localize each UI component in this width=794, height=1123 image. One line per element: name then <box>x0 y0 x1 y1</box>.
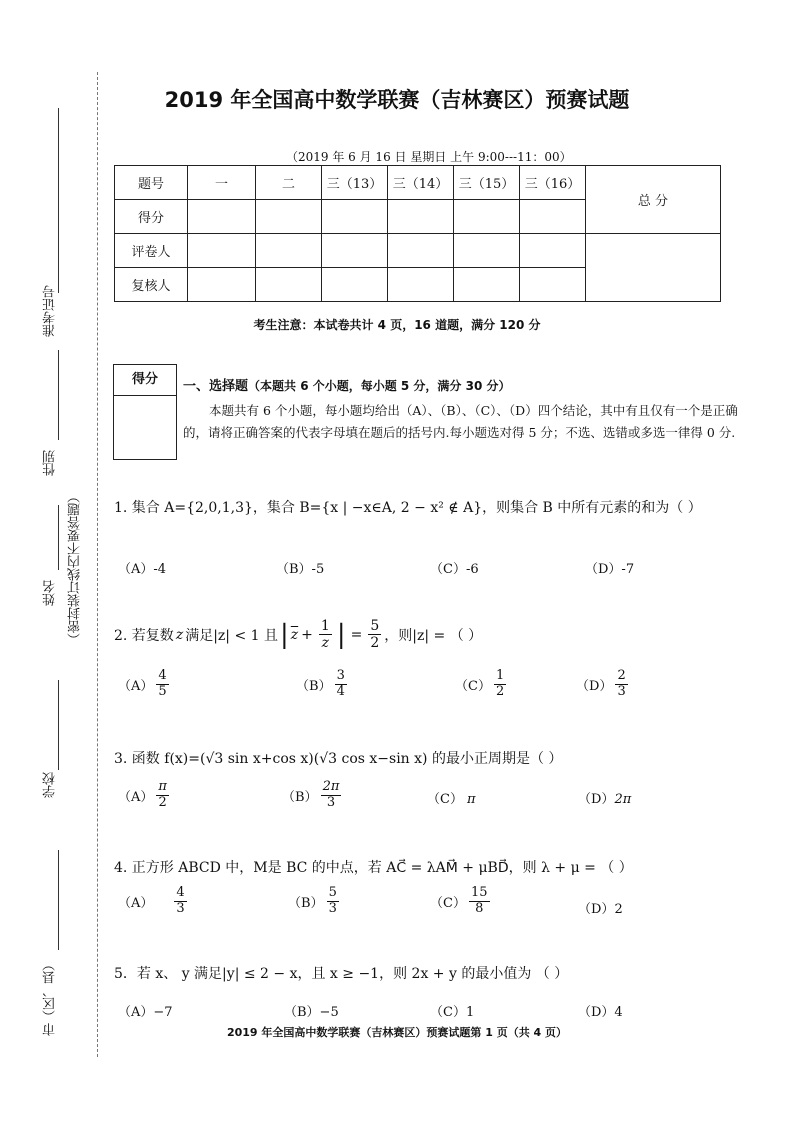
q2-option-a <box>118 669 172 700</box>
q2-d-den: 3 <box>617 683 626 699</box>
q5-option-a: （A）−7 <box>118 1005 173 1020</box>
q2-eq: = <box>350 626 363 643</box>
zhunkaozheng-line <box>58 108 59 293</box>
q3-b-fraction <box>321 780 342 811</box>
q4-b-label: （B） <box>288 895 324 911</box>
q4-c-label: （C） <box>430 895 466 911</box>
q2-option-b <box>296 669 350 700</box>
score-cell[interactable] <box>388 234 454 268</box>
q2-a-label: （A） <box>118 678 154 694</box>
q3-a-den: 2 <box>158 794 167 810</box>
q2-option-d <box>576 669 631 700</box>
q2-plus: + <box>301 626 313 643</box>
score-cell[interactable] <box>256 200 322 234</box>
score-cell[interactable] <box>454 234 520 268</box>
xingming-line <box>58 505 59 570</box>
q2-rhs-num: 5 <box>370 618 380 634</box>
q4-option-a <box>118 886 190 917</box>
q1-option-b: （B）-5 <box>276 562 325 577</box>
score-cell[interactable] <box>256 234 322 268</box>
q3-b-num: 2π <box>322 779 340 794</box>
header-cell-16: 三（16） <box>520 166 586 200</box>
exam-title: 2019 年全国高中数学联赛（吉林赛区）预赛试题 <box>164 88 630 112</box>
instructions-text: 本题共有 6 个小题，每小题均给出（A）、（B）、（C）、（D）四个结论，其中有且仅有一个是正确的，请将正确答案的代表字母填在题后的括号内.每小题选对得 5 分；不选、选错或多选一律得 0 分. <box>183 403 738 440</box>
q2-abs-open: | <box>280 619 289 650</box>
score-cell[interactable] <box>520 234 586 268</box>
question-2 <box>114 618 482 651</box>
binding-dashed-line <box>97 72 98 1057</box>
score-cell[interactable] <box>322 200 388 234</box>
shi-line <box>58 850 59 950</box>
q4-a-num: 4 <box>176 885 185 900</box>
exam-notice: 考生注意：本试卷共计 4 页，16 道题，满分 120 分 <box>253 318 541 332</box>
q2-c-num: 1 <box>495 668 505 683</box>
question-5: 5．若 x、 y 满足|y| ≤ 2 − x，且 x ≥ −1，则 2x + y 的最小值为 （ ） <box>114 966 569 982</box>
q2-c-den: 2 <box>495 683 505 699</box>
q4-a-den: 3 <box>176 900 185 916</box>
section-score-box <box>113 364 177 460</box>
score-cell[interactable] <box>388 268 454 302</box>
question-3: 3. 函数 f(x)=(√3 sin x+cos x)(√3 cos x−sin x) 的最小正周期是（ ） <box>114 751 563 767</box>
q2-text-d: ，则|z| = （ ） <box>384 627 483 644</box>
q4-option-c <box>430 886 493 917</box>
q2-fraction-1-over-z <box>319 618 332 651</box>
q2-zbar: $\overline{z}$ <box>290 626 299 643</box>
q5-option-c: （C）1 <box>430 1005 475 1020</box>
q3-a-num: π <box>158 779 167 794</box>
score-cell[interactable] <box>520 268 586 302</box>
q5-option-b: （B）−5 <box>284 1005 339 1020</box>
q3-a-label: （A） <box>118 789 154 805</box>
q3-c-value: π <box>466 792 476 807</box>
q2-d-label: （D） <box>576 678 613 694</box>
q4-d-label: （D） <box>578 902 615 917</box>
q1-option-a: （A）-4 <box>118 562 167 577</box>
xingbie-line <box>58 350 59 440</box>
section-title: 一、选择题 <box>183 379 249 394</box>
score-cell[interactable] <box>454 200 520 234</box>
q2-d-num: 2 <box>617 668 626 683</box>
total-score-value-cell[interactable] <box>586 234 721 302</box>
q3-option-a <box>118 780 172 811</box>
total-score-cell: 总 分 <box>586 166 721 234</box>
q4-option-b <box>288 886 342 917</box>
q4-a-fraction <box>174 886 186 917</box>
question-4: 4. 正方形 ABCD 中，M是 BC 的中点，若 AC⃗ = λAM⃗ + μBD⃗，则 λ + μ = （ ） <box>114 860 633 876</box>
header-cell-tihao: 题号 <box>115 166 188 200</box>
q3-b-label: （B） <box>282 789 318 805</box>
q3-a-fraction <box>156 780 169 811</box>
zhunkaozheng-label: 准考证号 <box>43 285 58 337</box>
q4-b-num: 5 <box>328 885 337 900</box>
q2-text-a: 2. 若复数 <box>114 627 174 644</box>
q2-rhs-den: 2 <box>370 635 380 652</box>
score-cell[interactable] <box>322 234 388 268</box>
sealing-note: （密封装订线内不要答题） <box>68 490 83 646</box>
score-cell[interactable] <box>256 268 322 302</box>
q3-d-value: 2π <box>614 792 632 807</box>
q2-frac-den: z <box>321 635 330 652</box>
q4-c-num: 15 <box>470 885 488 900</box>
q3-option-b <box>282 780 344 811</box>
q2-b-label: （B） <box>296 678 332 694</box>
q1-option-d: （D）-7 <box>585 562 635 577</box>
q2-option-c <box>455 669 509 700</box>
q4-option-d <box>578 898 623 917</box>
row-label-pingjuanren: 评卷人 <box>115 234 188 268</box>
question-1: 1. 集合 A={2,0,1,3}，集合 B={x | −x∈A, 2 − x² ∉ A}，则集合 B 中所有元素的和为（ ） <box>114 500 702 516</box>
section-heading <box>183 375 510 394</box>
score-cell[interactable] <box>188 268 256 302</box>
page-footer: 2019 年全国高中数学联赛（吉林赛区）预赛试题第 1 页（共 4 页） <box>226 1026 568 1039</box>
q3-b-den: 3 <box>326 794 336 810</box>
q4-b-fraction <box>327 886 339 917</box>
header-cell-14: 三（14） <box>388 166 454 200</box>
q4-c-fraction <box>469 886 490 917</box>
xuexiao-line <box>58 680 59 770</box>
q2-abs-close: | <box>336 619 346 650</box>
q3-d-label: （D） <box>578 792 615 807</box>
q4-b-den: 3 <box>328 900 337 916</box>
q2-c-fraction <box>494 669 506 700</box>
section-instructions <box>183 400 753 444</box>
xingming-label: 姓名 <box>43 580 58 606</box>
q2-fraction-5-over-2 <box>368 618 381 651</box>
q3-c-label: （C） <box>427 792 463 807</box>
score-table <box>114 165 721 302</box>
q2-b-den: 4 <box>336 683 345 699</box>
q4-d-value: 2 <box>614 902 623 917</box>
q4-c-den: 8 <box>475 900 484 916</box>
section-title-note: （本题共 6 个小题，每小题 5 分，满分 30 分） <box>248 379 511 393</box>
score-cell[interactable] <box>520 200 586 234</box>
exam-date: （2019 年 6 月 16 日 星期日 上午 9:00---11：00） <box>286 150 572 164</box>
score-table-row <box>115 234 721 268</box>
q2-b-fraction <box>335 669 347 700</box>
header-cell-15: 三（15） <box>454 166 520 200</box>
score-cell[interactable] <box>188 200 256 234</box>
q2-c-label: （C） <box>455 678 491 694</box>
q3-option-c <box>427 788 476 807</box>
q2-d-fraction <box>615 669 627 700</box>
q2-a-den: 5 <box>158 683 167 699</box>
xingbie-label: 性别 <box>43 450 58 476</box>
score-cell[interactable] <box>388 200 454 234</box>
q5-option-d: （D）4 <box>578 1005 623 1020</box>
score-cell[interactable] <box>188 234 256 268</box>
q2-text-c: 满足|z| < 1 且 <box>185 627 279 644</box>
q2-a-fraction <box>156 669 168 700</box>
score-cell[interactable] <box>454 268 520 302</box>
q2-var-z: z <box>175 626 184 643</box>
q1-option-c: （C）-6 <box>430 562 479 577</box>
q2-a-num: 4 <box>158 668 167 683</box>
score-cell[interactable] <box>322 268 388 302</box>
q3-option-d <box>578 788 631 807</box>
header-cell-2: 二 <box>256 166 322 200</box>
row-label-fuheren: 复核人 <box>115 268 188 302</box>
xuexiao-label: 学校 <box>43 772 58 798</box>
header-cell-13: 三（13） <box>322 166 388 200</box>
q2-b-num: 3 <box>336 668 345 683</box>
score-table-header-row <box>115 166 721 200</box>
q4-a-label: （A） <box>118 895 154 911</box>
section-score-label: 得分 <box>114 365 176 396</box>
shi-label: 市（区、县） <box>43 958 58 1036</box>
header-cell-1: 一 <box>188 166 256 200</box>
row-label-defen: 得分 <box>115 200 188 234</box>
q2-frac-num: 1 <box>320 618 330 634</box>
